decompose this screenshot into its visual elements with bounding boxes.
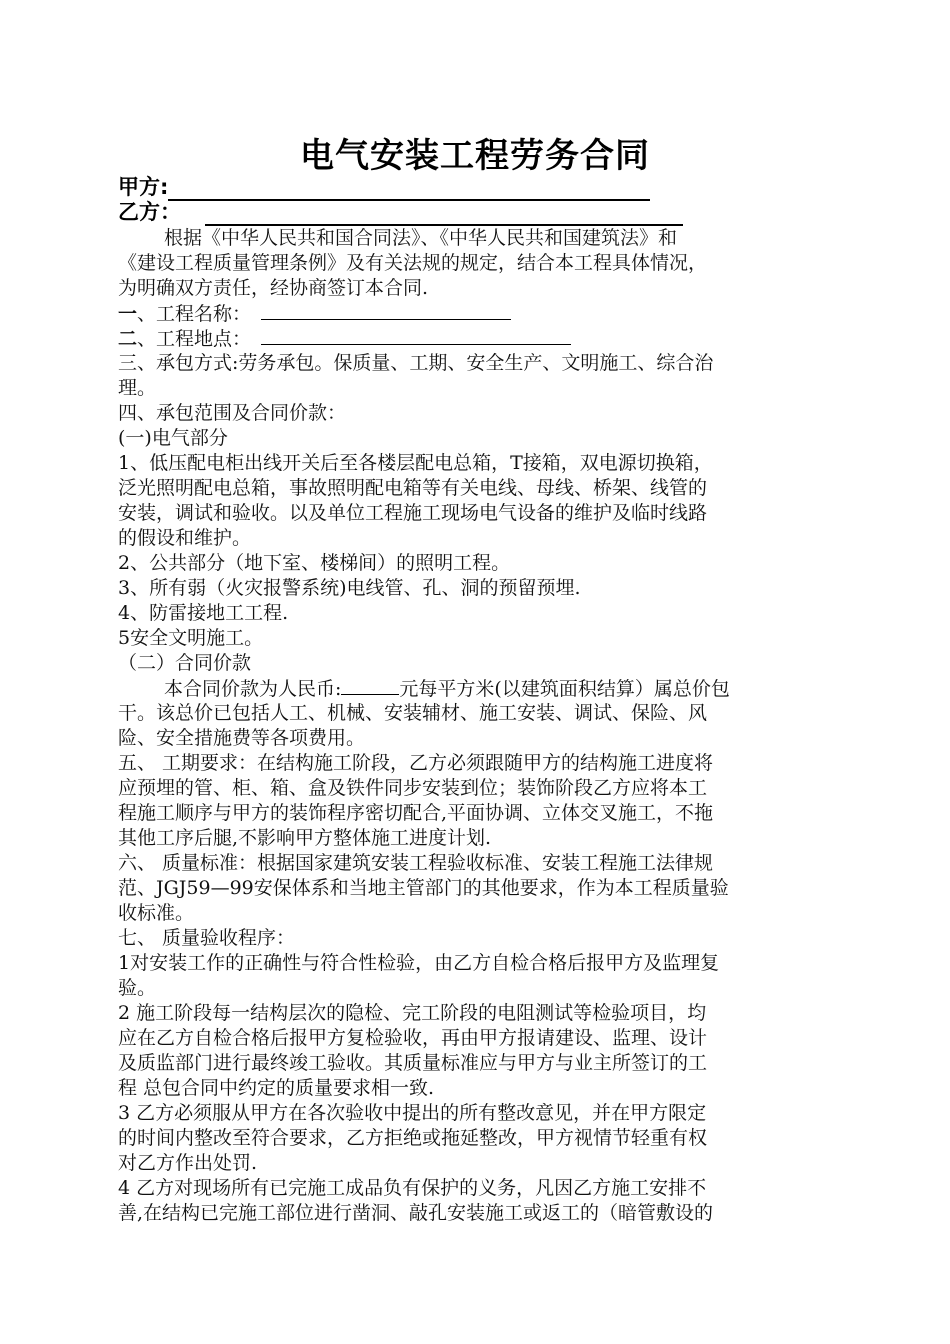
project-name-blank bbox=[261, 301, 511, 320]
body-line: 的假设和维护。 bbox=[118, 527, 252, 549]
body-line: 六、 质量标准：根据国家建筑安装工程验收标准、安装工程施工法律规 bbox=[118, 852, 714, 874]
body-line: 5安全文明施工。 bbox=[118, 627, 264, 649]
body-line: 对乙方作出处罚. bbox=[118, 1152, 258, 1174]
party-a-row bbox=[118, 175, 650, 201]
body-line: 应在乙方自检合格后报甲方复检验收，再由甲方报请建设、监理、设计 bbox=[118, 1027, 708, 1049]
price-blank bbox=[341, 676, 399, 695]
intro-line-2: 《建设工程质量管理条例》及有关法规的规定，结合本工程具体情况， bbox=[118, 252, 708, 274]
body-line: 应预埋的管、柜、箱、盒及铁件同步安装到位；装饰阶段乙方应将本工 bbox=[118, 777, 708, 799]
body-line: 3 乙方必须服从甲方在各次验收中提出的所有整改意见，并在甲方限定 bbox=[118, 1102, 707, 1124]
body-line: 四、承包范围及合同价款： bbox=[118, 402, 347, 424]
body-line: 干。该总价已包括人工、机械、安装辅材、施工安装、调试、保险、风 bbox=[118, 702, 708, 724]
body-line: 1、低压配电柜出线开关后至各楼层配电总箱，T接箱，双电源切换箱， bbox=[118, 452, 713, 474]
body-line: 程 总包合同中约定的质量要求相一致. bbox=[118, 1077, 435, 1099]
body-line: 五、 工期要求：在结构施工阶段，乙方必须跟随甲方的结构施工进度将 bbox=[118, 752, 714, 774]
body-line: (一)电气部分 bbox=[118, 427, 228, 449]
body-line: 七、 质量验收程序： bbox=[118, 927, 296, 949]
body-line: 理。 bbox=[118, 377, 157, 399]
body-line: 4、防雷接地工工程. bbox=[118, 602, 289, 624]
price-row bbox=[164, 676, 884, 701]
body-line: （二）合同价款 bbox=[118, 652, 252, 674]
body-line: 善,在结构已完施工部位进行凿洞、敲孔安装施工或返工的（暗管敷设的 bbox=[118, 1202, 714, 1224]
body-line: 验。 bbox=[118, 977, 157, 999]
price-suffix: 元每平方米(以建筑面积结算）属总价包 bbox=[399, 678, 730, 700]
body-line: 泛光照明配电总箱，事故照明配电箱等有关电线、母线、桥架、线管的 bbox=[118, 477, 708, 499]
intro-line-3: 为明确双方责任，经协商签订本合同. bbox=[118, 277, 429, 299]
party-a-blank bbox=[168, 177, 650, 201]
party-b-blank bbox=[205, 202, 683, 226]
document-title: 电气安装工程劳务合同 bbox=[300, 136, 650, 176]
price-prefix: 本合同价款为人民币: bbox=[164, 678, 342, 700]
party-b-row bbox=[118, 200, 683, 226]
project-site-label: 、工程地点： bbox=[137, 328, 252, 350]
body-line: 及质监部门进行最终竣工验收。其质量标准应与甲方与业主所签订的工 bbox=[118, 1052, 708, 1074]
body-line: 其他工序后腿,不影响甲方整体施工进度计划. bbox=[118, 827, 492, 849]
item-number: 二 bbox=[118, 328, 138, 350]
body-line: 的时间内整改至符合要求，乙方拒绝或拖延整改，甲方视情节轻重有权 bbox=[118, 1127, 708, 1149]
body-line: 范、JGJ59—99安保体系和当地主管部门的其他要求，作为本工程质量验 bbox=[118, 877, 729, 899]
project-name-row bbox=[118, 301, 838, 326]
body-line: 2、公共部分（地下室、楼梯间）的照明工程。 bbox=[118, 552, 511, 574]
body-line: 3、所有弱（火灾报警系统)电线管、孔、洞的预留预埋. bbox=[118, 577, 581, 599]
party-b-label: 乙方： bbox=[118, 200, 181, 224]
project-site-blank bbox=[261, 326, 571, 345]
intro-line-1: 根据《中华人民共和国合同法》、《中华人民共和国建筑法》和 bbox=[164, 227, 678, 249]
project-site-row bbox=[118, 326, 838, 351]
body-line: 2 施工阶段每一结构层次的隐检、完工阶段的电阻测试等检验项目，均 bbox=[118, 1002, 707, 1024]
item-number: 一 bbox=[118, 303, 138, 325]
party-a-label: 甲方: bbox=[118, 175, 169, 199]
project-name-label: 、工程名称： bbox=[137, 303, 252, 325]
body-line: 险、安全措施费等各项费用。 bbox=[118, 727, 366, 749]
body-line: 4 乙方对现场所有已完施工成品负有保护的义务，凡因乙方施工安排不 bbox=[118, 1177, 707, 1199]
body-line: 1对安装工作的正确性与符合性检验，由乙方自检合格后报甲方及监理复 bbox=[118, 952, 720, 974]
body-line: 收标准。 bbox=[118, 902, 195, 924]
body-line: 安装，调试和验收。以及单位工程施工现场电气设备的维护及临时线路 bbox=[118, 502, 708, 524]
body-line: 三、承包方式:劳务承包。保质量、工期、安全生产、文明施工、综合治 bbox=[118, 352, 714, 374]
body-line: 程施工顺序与甲方的装饰程序密切配合,平面协调、立体交叉施工，不拖 bbox=[118, 802, 714, 824]
